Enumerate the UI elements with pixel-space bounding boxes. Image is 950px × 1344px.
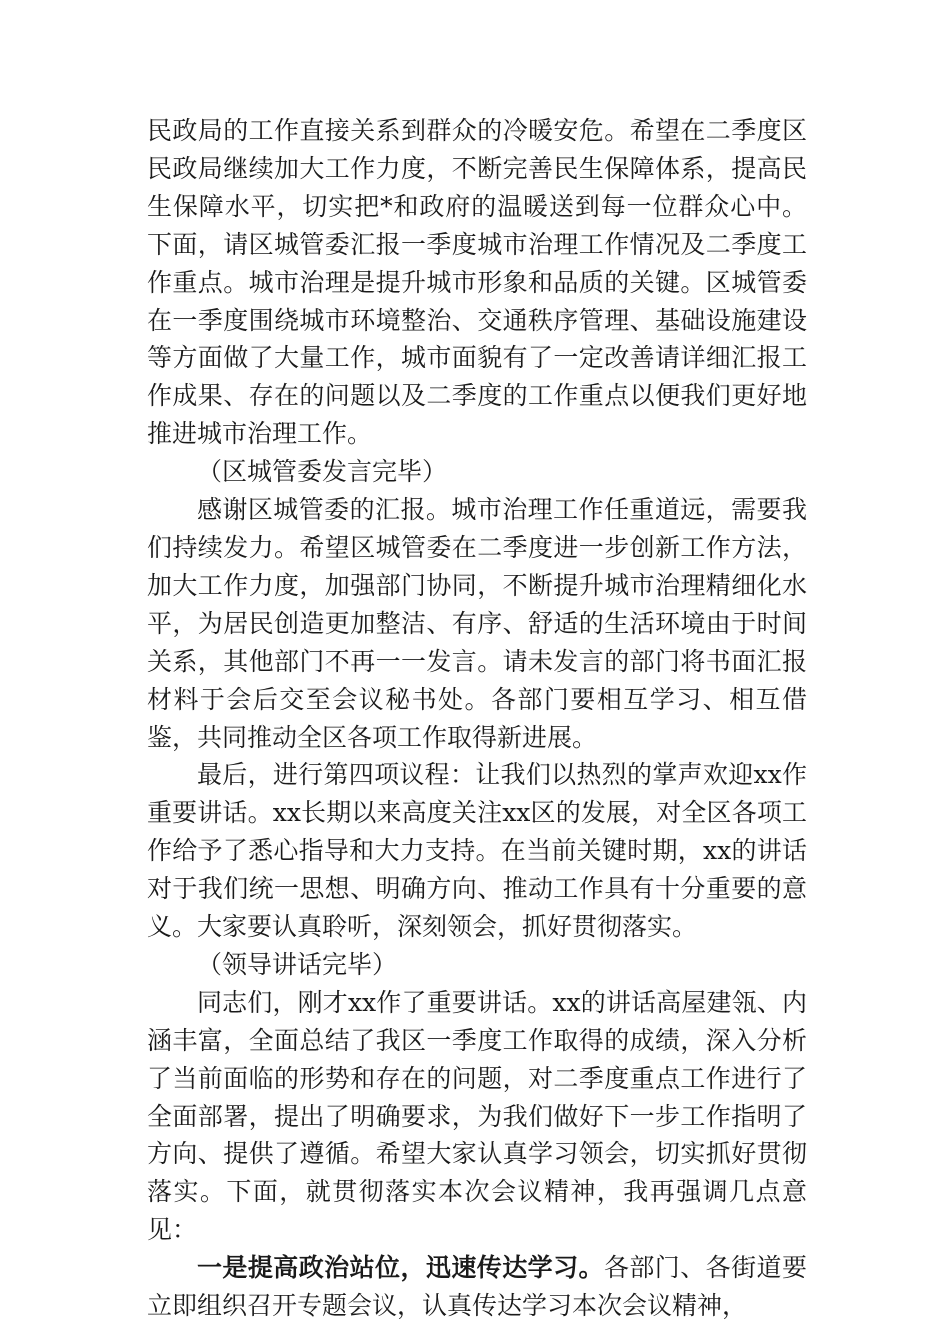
paragraph-6: 同志们，刚才xx作了重要讲话。xx的讲话高屋建瓴、内涵丰富，全面总结了我区一季度工作取得的成绩，深入分析了当前面临的形势和存在的问题，对二季度重点工作进行了全面部署，提出了明确要求，为我们做好下一步工作指明了方向、提供了遵循。希望大家认真学习领会，切实抓好贯彻落实。下面，就贯彻落实本次会议精神，我再强调几点意见： (147, 987, 807, 1245)
paragraph-4: 最后，进行第四项议程：让我们以热烈的掌声欢迎xx作重要讲话。xx长期以来高度关注xx区的发展，对全区各项工作给予了悉心指导和大力支持。在当前关键时期，xx的讲话对于我们统一思想、明确方向、推动工作具有十分重要的意义。大家要认真聆听，深刻领会，抓好贯彻落实。 (147, 760, 807, 942)
paragraph-1: 民政局的工作直接关系到群众的冷暖安危。希望在二季度区民政局继续加大工作力度，不断完善民生保障体系，提高民生保障水平，切实把*和政府的温暖送到每一位群众心中。下面，请区城管委汇报一季度城市治理工作情况及二季度工作重点。城市治理是提升城市形象和品质的关键。区城管委在一季度围绕城市环境整治、交通秩序管理、基础设施建设等方面做了大量工作，城市面貌有了一定改善请详细汇报工作成果、存在的问题以及二季度的工作重点以便我们更好地推进城市治理工作。 (147, 116, 807, 449)
paragraph-3: 感谢区城管委的汇报。城市治理工作任重道远，需要我们持续发力。希望区城管委在二季度进一步创新工作方法，加大工作力度，加强部门协同，不断提升城市治理精细化水平，为居民创造更加整洁、有序、舒适的生活环境由于时间关系，其他部门不再一一发言。请未发言的部门将书面汇报材料于会后交至会议秘书处。各部门要相互学习、相互借鉴，共同推动全区各项工作取得新进展。 (147, 495, 807, 752)
document-page (147, 112, 807, 1325)
paragraph-7 (147, 1249, 807, 1325)
paragraph-leader-remark: （领导讲话完毕） (197, 949, 398, 979)
paragraph-7-body: 各部门、各街道要立即组织召开专题会议，认真传达学习本次会议精神， (147, 1253, 807, 1321)
paragraph-7-heading: 一是提高政治站位，迅速传达学习。 (197, 1253, 604, 1283)
paragraph-city-management-remark: （区城管委发言完毕） (197, 457, 448, 487)
